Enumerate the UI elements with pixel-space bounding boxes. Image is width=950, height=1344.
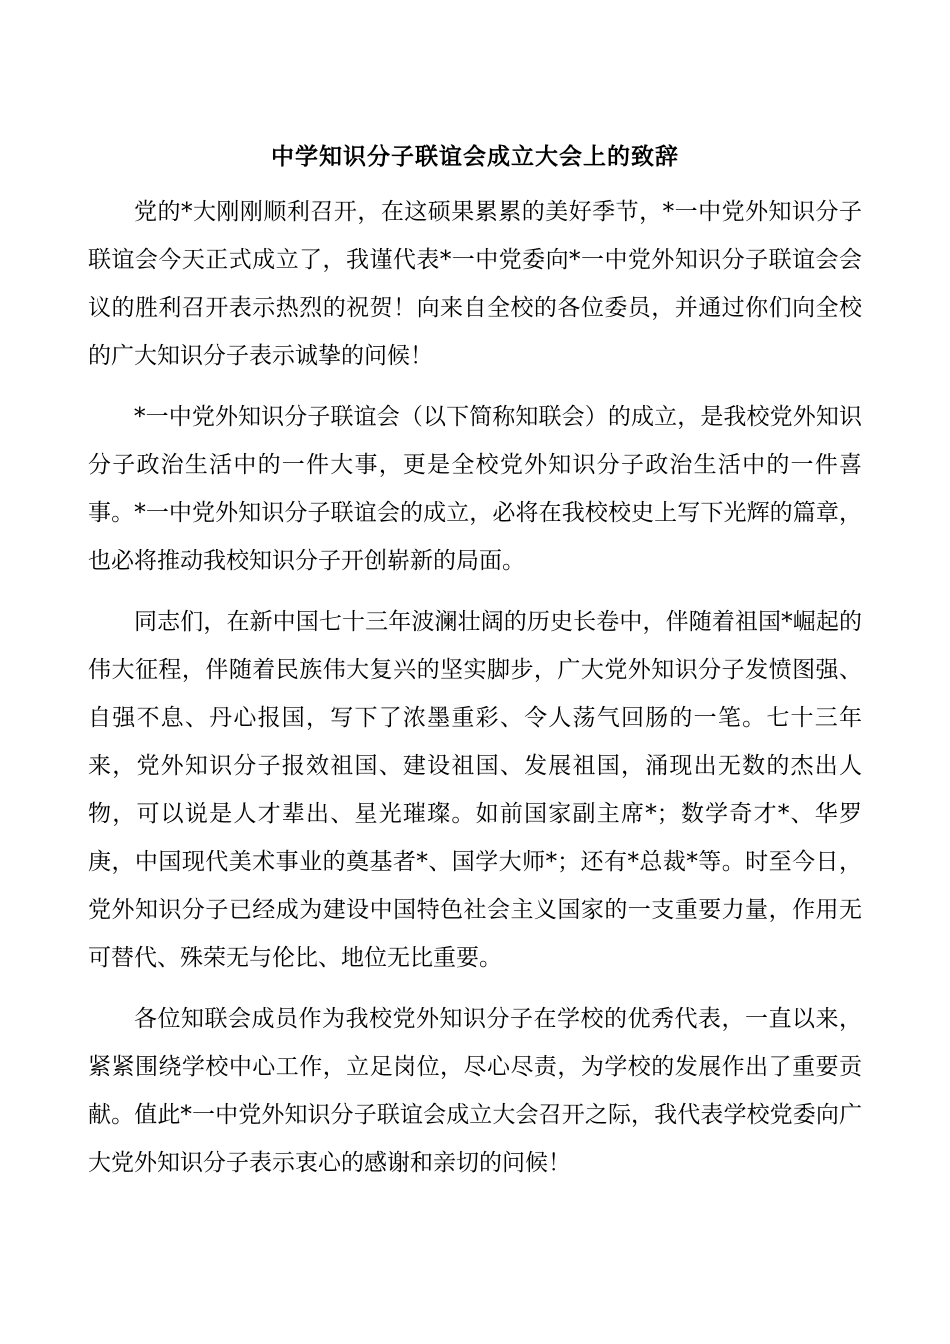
- paragraph-1: 党的*大刚刚顺利召开，在这硕果累累的美好季节，*一中党外知识分子联谊会今天正式成立了，我谨代表*一中党委向*一中党外知识分子联谊会会议的胜利召开表示热烈的祝贺！向来自全校的各位委员，并通过你们向全校的广大知识分子表示诚挚的问候！: [88, 199, 862, 369]
- paragraph-2: *一中党外知识分子联谊会（以下简称知联会）的成立，是我校党外知识分子政治生活中的一件大事，更是全校党外知识分子政治生活中的一件喜事。*一中党外知识分子联谊会的成立，必将在我校校史上写下光辉的篇章，也必将推动我校知识分子开创崭新的局面。: [88, 404, 862, 574]
- document-title: 中学知识分子联谊会成立大会上的致辞: [271, 143, 679, 170]
- paragraph-3: 同志们，在新中国七十三年波澜壮阔的历史长卷中，伴随着祖国*崛起的伟大征程，伴随着民族伟大复兴的坚实脚步，广大党外知识分子发愤图强、自强不息、丹心报国，写下了浓墨重彩、令人荡气回肠的一笔。七十三年来，党外知识分子报效祖国、建设祖国、发展祖国，涌现出无数的杰出人物，可以说是人才辈出、星光璀璨。如前国家副主席*；数学奇才*、华罗庚，中国现代美术事业的奠基者*、国学大师*；还有*总裁*等。时至今日，党外知识分子已经成为建设中国特色社会主义国家的一支重要力量，作用无可替代、殊荣无与伦比、地位无比重要。: [88, 609, 862, 971]
- document-body: [88, 188, 862, 1200]
- paragraph-4: 各位知联会成员作为我校党外知识分子在学校的优秀代表，一直以来，紧紧围绕学校中心工作，立足岗位，尽心尽责，为学校的发展作出了重要贡献。值此*一中党外知识分子联谊会成立大会召开之际，我代表学校党委向广大党外知识分子表示衷心的感谢和亲切的问候！: [88, 1006, 862, 1176]
